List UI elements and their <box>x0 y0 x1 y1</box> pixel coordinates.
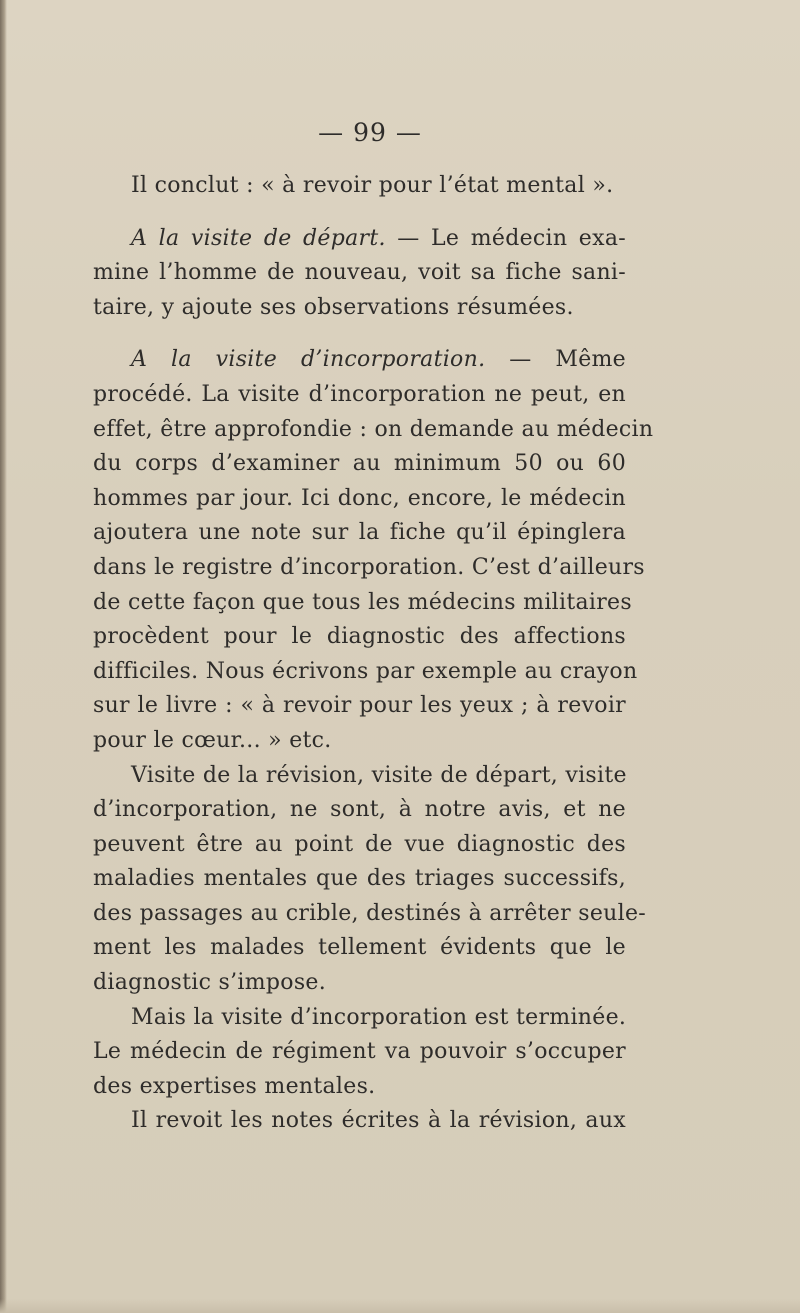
text-line: procèdent pour le diagnostic des affections <box>93 624 626 650</box>
text-line: taire, y ajoute ses observations résumées. <box>93 294 574 320</box>
text-line: effet, être approfondie : on demande au médecin <box>93 416 654 442</box>
text-line: mine l’homme de nouveau, voit sa fiche sani- <box>93 260 626 286</box>
text-line: sur le livre : « à revoir pour les yeux ; à revoir <box>93 693 626 719</box>
text-line: procédé. La visite d’incorporation ne peut, en <box>93 381 626 407</box>
text-line: des expertises mentales. <box>93 1073 376 1099</box>
text-line: Mais la visite d’incorporation est terminée. <box>131 1004 627 1030</box>
page-bottom-edge <box>0 1299 800 1313</box>
page-spine-shadow <box>0 0 7 1313</box>
paragraph-gap <box>93 325 626 343</box>
text-line: Le médecin de régiment va pouvoir s’occuper <box>93 1039 626 1065</box>
text-line: du corps d’examiner au minimum 50 ou 60 <box>93 451 626 477</box>
text-line: pour le cœur... » etc. <box>93 727 332 753</box>
text-line: peuvent être au point de vue diagnostic des <box>93 831 626 857</box>
italic-heading: A la visite de départ. <box>131 225 386 251</box>
text-span: — Le médecin exa- <box>385 225 626 251</box>
text-line: ajoutera une note sur la fiche qu’il épinglera <box>93 520 626 546</box>
paragraph-gap <box>93 204 626 222</box>
text-line: des passages au crible, destinés à arrêter seule- <box>93 900 647 926</box>
page-number: — 99 — <box>318 118 422 147</box>
text-line: diagnostic s’impose. <box>93 970 327 996</box>
text-line: ment les malades tellement évidents que le <box>93 935 626 961</box>
text-span: — Même <box>485 347 626 373</box>
text-line <box>93 343 626 378</box>
italic-heading: A la visite d’incorporation. <box>131 347 486 373</box>
text-line: de cette façon que tous les médecins militaires <box>93 589 632 615</box>
text-line: Il conclut : « à revoir pour l’état mental ». <box>131 173 614 198</box>
text-line: Visite de la révision, visite de départ, visite <box>131 762 627 788</box>
text-line <box>93 222 626 257</box>
text-line: Il revoit les notes écrites à la révision, aux <box>131 1108 626 1134</box>
text-line: dans le registre d’incorporation. C’est d’ailleurs <box>93 554 645 580</box>
text-line: maladies mentales que des triages successifs, <box>93 866 626 892</box>
body-text <box>93 169 654 1139</box>
text-line: hommes par jour. Ici donc, encore, le médecin <box>93 485 626 511</box>
text-line: difficiles. Nous écrivons par exemple au crayon <box>93 658 638 684</box>
text-line: d’incorporation, ne sont, à notre avis, et ne <box>93 797 626 823</box>
